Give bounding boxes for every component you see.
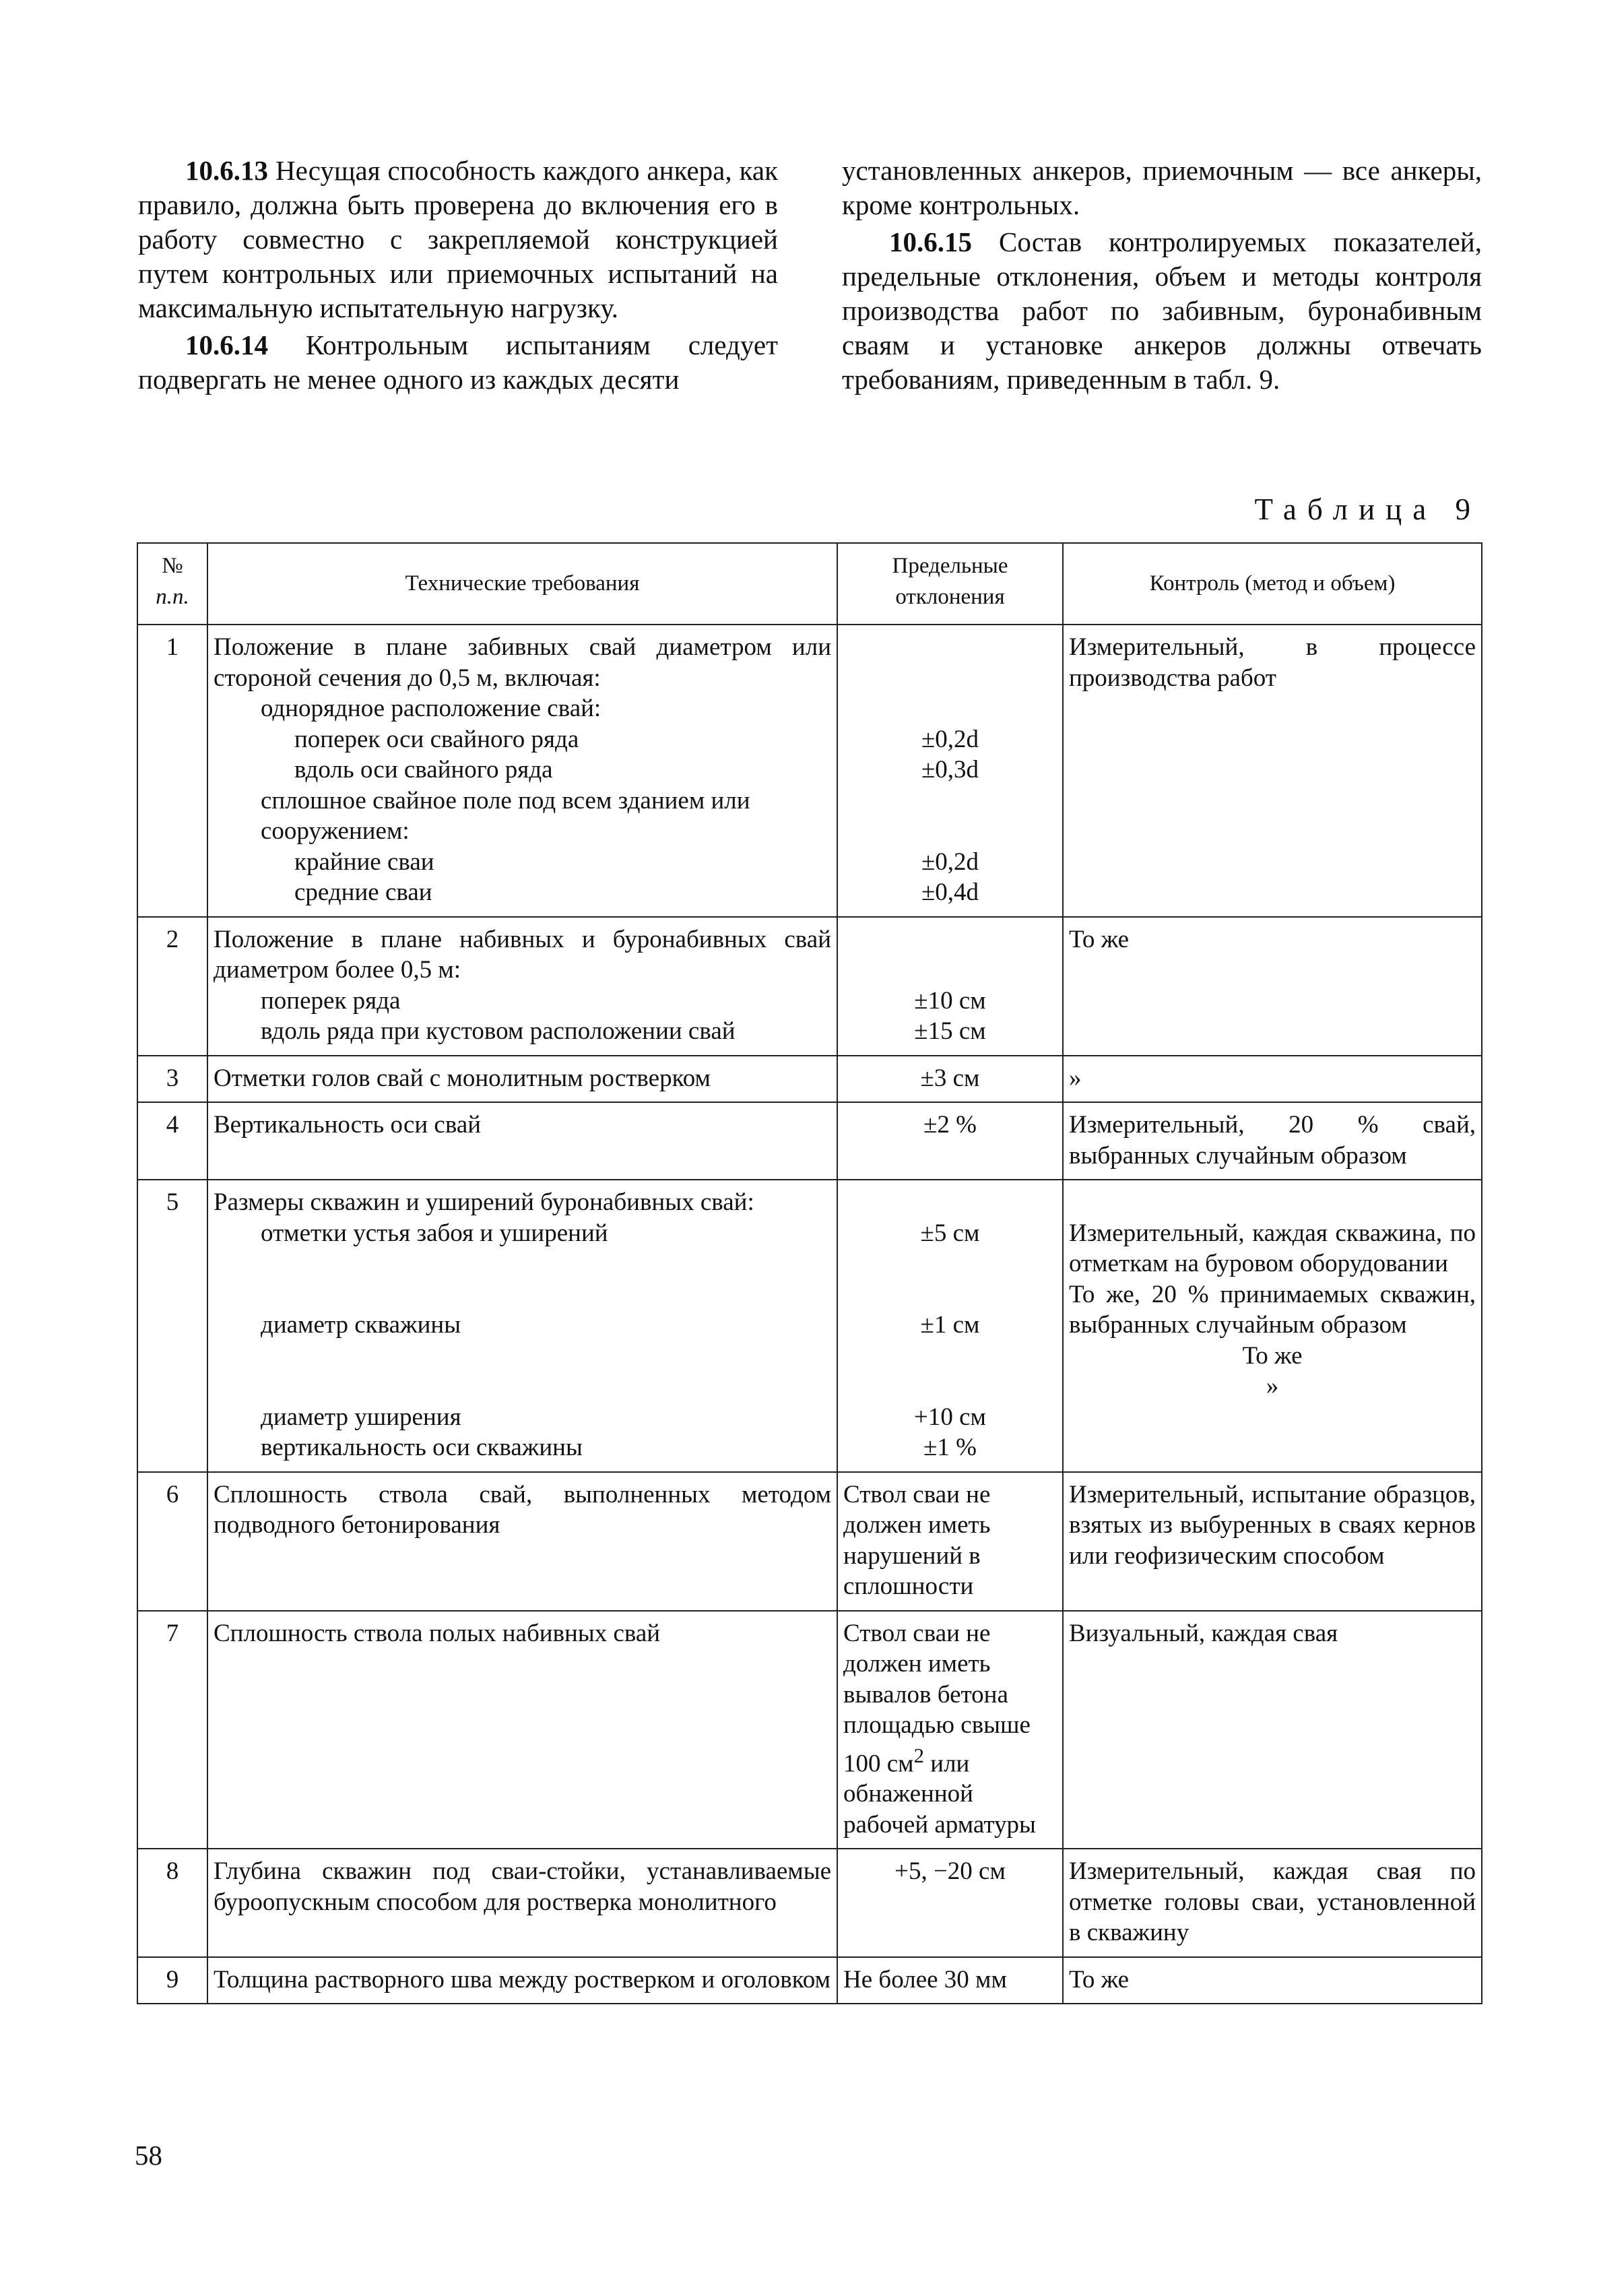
header-control: Контроль (метод и объем) [1063, 543, 1482, 625]
deviation-text: или обнаженной рабочей арматуры [843, 1749, 1036, 1839]
table-row [137, 917, 1482, 1056]
deviation-value: ±0,3d [921, 756, 979, 784]
requirement-cell: Сплошность ствола полых набивных свай [207, 1611, 837, 1849]
requirement-text: вдоль оси свайного ряда [294, 756, 553, 784]
header-deviations [837, 543, 1063, 625]
table-header-row [137, 543, 1482, 625]
deviation-cell [837, 917, 1063, 1056]
intro-text [138, 154, 1482, 397]
requirement-text: Размеры скважин и уширений буронабивных свай: [214, 1188, 754, 1216]
control-cell: Визуальный, каждая свая [1063, 1611, 1482, 1849]
requirement-cell: Сплошность ствола свай, выполненных методом подводного бетонирования [207, 1472, 837, 1611]
row-number: 6 [137, 1472, 207, 1611]
requirement-cell: Глубина скважин под сваи-стойки, устанавливаемые буроопускным способом для ростверка монолитного [207, 1849, 837, 1957]
requirement-text: сплошное свайное поле под всем зданием или сооружением: [261, 786, 750, 845]
table-row [137, 1472, 1482, 1611]
clause-text: Контрольным испытаниям следует подвергать не менее одного из каждых десяти [138, 329, 778, 395]
deviation-value: ±10 см [914, 986, 986, 1015]
deviation-cell [837, 1180, 1063, 1472]
deviation-cell: ±3 см [837, 1056, 1063, 1103]
control-cell: Измерительный, испытание образцов, взятых из выбуренных в сваях кернов или геофизическим способом [1063, 1472, 1482, 1611]
deviation-value: ±1 см [920, 1311, 980, 1339]
requirement-cell: Вертикальность оси свай [207, 1102, 837, 1180]
control-text: То же [1242, 1341, 1303, 1370]
paragraph-10-6-14-continued: установленных анкеров, приемочным — все анкеры, кроме контрольных. [842, 155, 1482, 220]
deviation-cell: Не более 30 мм [837, 1957, 1063, 2004]
requirement-text: Положение в плане забивных свай диаметром или стороной сечения до 0,5 м, включая: [214, 633, 831, 692]
deviation-text: Ствол сваи не должен иметь вывалов бетона площадью свыше 100 см [843, 1619, 1031, 1777]
control-cell: Измерительный, каждая свая по отметке головы сваи, установленной в скважину [1063, 1849, 1482, 1957]
table-row [137, 625, 1482, 917]
control-text: » [1266, 1372, 1279, 1400]
control-cell: То же [1063, 1957, 1482, 2004]
paragraph-10-6-14 [138, 328, 778, 397]
superscript: 2 [913, 1744, 925, 1767]
header-number-line-1: № [162, 554, 183, 578]
clause-text: Несущая способность каждого анкера, как правило, должна быть проверена до включения его в работу совместно с закрепляемой конструкцией путем контрольных или приемочных испытаний на максимальную испытательную нагрузку. [138, 155, 778, 323]
intro-right-column [842, 154, 1482, 397]
clause-number: 10.6.14 [185, 329, 268, 360]
requirement-cell [207, 625, 837, 917]
deviation-value: ±15 см [914, 1017, 986, 1045]
table-row [137, 1611, 1482, 1849]
requirement-text: диаметр скважины [261, 1311, 461, 1339]
control-cell [1063, 1180, 1482, 1472]
requirement-text: средние сваи [294, 879, 432, 906]
row-number: 3 [137, 1056, 207, 1103]
clause-text: Состав контролируемых показателей, предельные отклонения, объем и методы контроля производства работ по забивным, буронабивным сваям и установке анкеров должны отвечать требованиям, приведенным в табл. 9. [842, 226, 1482, 395]
table-caption: Таблица 9 [1254, 492, 1481, 526]
control-text: То же, 20 % принимаемых скважин, выбранных случайным образом [1069, 1280, 1476, 1339]
requirement-text: диаметр уширения [261, 1403, 461, 1431]
control-text: Измерительный, каждая скважина, по отметкам на буровом оборудовании [1069, 1219, 1476, 1277]
header-requirements: Технические требования [207, 543, 837, 625]
clause-number: 10.6.13 [185, 155, 268, 186]
requirement-text: поперек оси свайного ряда [294, 725, 579, 753]
clause-number: 10.6.15 [889, 226, 972, 257]
row-number: 4 [137, 1102, 207, 1180]
requirement-text: вдоль ряда при кустовом расположении свай [261, 1017, 736, 1045]
deviation-cell: ±2 % [837, 1102, 1063, 1180]
requirement-text: поперек ряда [261, 986, 401, 1015]
row-number: 2 [137, 917, 207, 1056]
deviation-value: ±5 см [920, 1219, 980, 1247]
requirement-text: крайние сваи [294, 848, 434, 876]
header-number [137, 543, 207, 625]
deviation-value: ±0,4d [921, 879, 979, 906]
requirement-text: Положение в плане набивных и буронабивных свай диаметром более 0,5 м: [214, 925, 831, 984]
deviation-value: +10 см [914, 1403, 986, 1431]
control-cell: То же [1063, 917, 1482, 1056]
row-number: 8 [137, 1849, 207, 1957]
row-number: 7 [137, 1611, 207, 1849]
paragraph-10-6-15 [842, 225, 1482, 397]
requirement-cell [207, 917, 837, 1056]
table-row [137, 1180, 1482, 1472]
requirements-table [137, 542, 1482, 2004]
control-cell: » [1063, 1056, 1482, 1103]
intro-left-column [138, 154, 778, 397]
deviation-value: ±0,2d [921, 848, 979, 876]
header-deviations-line-2: отклонения [895, 584, 1005, 609]
deviation-cell: +5, −20 см [837, 1849, 1063, 1957]
deviation-cell: Ствол сваи не должен иметь нарушений в сплошности [837, 1472, 1063, 1611]
table-row [137, 1056, 1482, 1103]
row-number: 9 [137, 1957, 207, 2004]
deviation-value: ±0,2d [921, 725, 979, 753]
deviation-cell [837, 625, 1063, 917]
requirement-cell: Отметки голов свай с монолитным ростверком [207, 1056, 837, 1103]
page-number: 58 [135, 2140, 162, 2171]
deviation-cell [837, 1611, 1063, 1849]
requirement-text: вертикальность оси скважины [261, 1434, 583, 1461]
row-number: 5 [137, 1180, 207, 1472]
table-row [137, 1957, 1482, 2004]
table-row [137, 1102, 1482, 1180]
requirement-cell: Толщина растворного шва между ростверком и оголовком [207, 1957, 837, 2004]
header-number-line-2: п.п. [156, 584, 189, 609]
row-number: 1 [137, 625, 207, 917]
requirement-cell [207, 1180, 837, 1472]
control-cell: Измерительный, 20 % свай, выбранных случайным образом [1063, 1102, 1482, 1180]
requirement-text: однорядное расположение свай: [261, 695, 601, 722]
table-row [137, 1849, 1482, 1957]
control-cell: Измерительный, в процессе производства работ [1063, 625, 1482, 917]
header-deviations-line-1: Предельные [892, 554, 1008, 578]
paragraph-10-6-13 [138, 154, 778, 325]
deviation-value: ±1 % [923, 1434, 977, 1461]
requirement-text: отметки устья забоя и уширений [261, 1219, 608, 1247]
